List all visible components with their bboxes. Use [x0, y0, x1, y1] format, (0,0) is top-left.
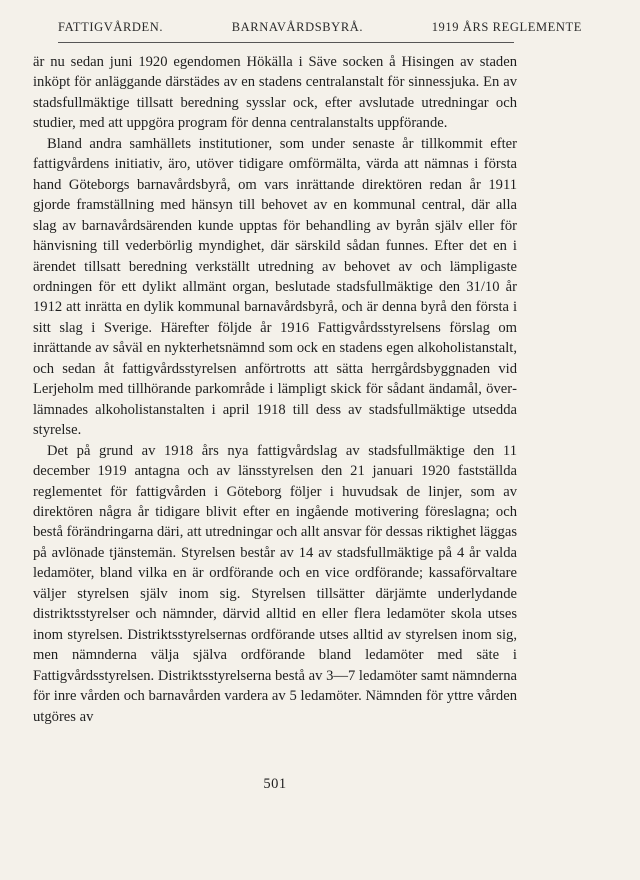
running-head-middle: BARNAVÅRDSBYRÅ.: [231, 20, 364, 34]
page-number: 501: [263, 776, 287, 792]
running-head-right: 1919 ÅRS REGLEMENTE: [431, 20, 582, 34]
running-head: [58, 20, 582, 35]
paragraph-3: Det på grund av 1918 års nya fattigvårdslag av stadsfullmäktige den 11 december 1919 antagna och av länsstyrelsen den 21 januari 1920 fastställda reglementet för fattigvården i Göteborg följer i huvudsak de linjer, som av direktören några år tidigare blivit efter en ingående motivering föreslagna; och bestå förändringarna däri, att utredningar och allt ansvar för dessas riktighet läggas på avlönade tjänstemän. Styrelsen består av 14 av stadsfullmäktige på 4 år valda ledamöter, bland vilka en är ordförande och en vice ordförande; kassaförvaltare väljer styrelsen själv inom sig. Styrelsen tillsätter därjämte underlydande distriktsstyrelser och nämnder, därvid alltid en eller flera ledamöter skola utses inom styrelsen. Distriktsstyrelsernas ordförande utses alltid av styrelsen inom sig, men nämnderna välja själva ordförande bland ledamöter med säte i Fattigvårdsstyrelsen. Distriktsstyrelserna bestå av 3—7 ledamöter samt nämnderna för inre vården och barnavården vardera av 5 ledamöter. Nämnden för yttre vården utgöres av: [33, 442, 517, 725]
header-rule: [58, 42, 514, 43]
paragraph-1: är nu sedan juni 1920 egendomen Hökälla i Säve socken å Hisingen av staden inköpt för anläggande därstädes av en stadens centralanstalt för sinnessjuka. En av stadsfullmäktige tillsatt beredning sysslar ock, efter avslutade utredningar och studier, med att uppgöra program för denna centralanstalts uppförande.: [33, 54, 517, 132]
running-head-left: FATTIGVÅRDEN.: [58, 20, 164, 34]
body-text: [33, 52, 517, 727]
paragraph-2: Bland andra samhällets institutioner, som under senaste år tillkommit efter fattigvårdens initiativ, äro, utöver tidigare omförmälta, värda att nämnas i första hand Göteborgs barnavårdsbyrå, om vars inrättande direktören redan år 1911 gjorde framställning med hänsyn till behovet av en kommunal central, där alla slag av barnavårdsärenden kunde upptas för behandling av byrån själv eller för hänvisning till vederbörlig myndighet, där särskild sådan funnes. Efter det en i ärendet tillsatt beredning verkställt utredning av behovet av och lämpligaste ordningen för ett dylikt allmänt organ, beslutade stadsfullmäktige den 31/10 år 1912 att inrätta en dylik kommunal barnavårdsbyrå, och är denna byrå den första i sitt slag i Sverige. Härefter följde år 1916 Fattigvårdsstyrelsens förslag om inrättande av såväl en nykterhetsnämnd som ock en stadens egen alkoholistanstalt, och sedan åt fattigvårdsstyrelsen anförtrotts att sätta herrgårdsbyggnaden vid Lerjeholm med tillhörande parkområde i lämpligt skick för sådant ändamål, överlämnades alkoholistanstalten i april 1918 till dess av stadsfullmäktige utsedda styrelse.: [33, 135, 517, 439]
